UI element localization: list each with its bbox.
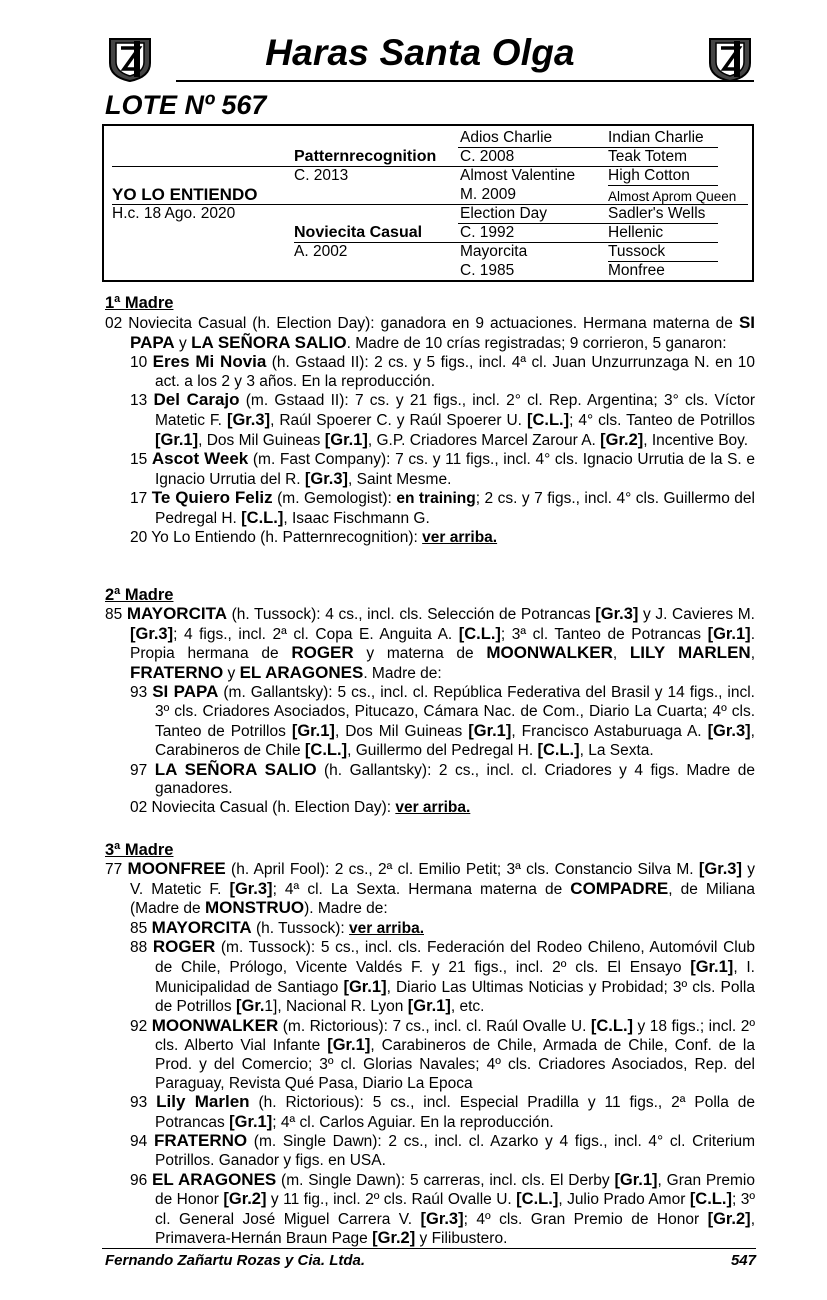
pedigree-g5: Sadler's Wells [608,205,706,222]
produce-entry: 88 ROGER (m. Tussock): 5 cs., incl. cls. Federación del Rodeo Chileno, Automóvil Club de Chile, Prólogo, Vicente Valdés F. y 21 figs., incl. 2º cls. El Ensayo [Gr.1], I. Municipalidad de Santiago [Gr.1], Diario Las Ultimas Noticias y Probidad; 3º cls. Polla de Potrillos [Gr.1], Nacional R. Lyon [Gr.1], etc. [130,937,755,1016]
produce-entry: 93 Lily Marlen (h. Rictorious): 5 cs., incl. Especial Pradilla y 11 figs., 2ª Polla de Potrancas [Gr.1]; 4ª cl. Carlos Aguiar. En la reproducción. [130,1092,755,1131]
produce-entry: 85 MAYORCITA (h. Tussock): ver arriba. [130,917,424,937]
pedigree-subject: YO LO ENTIENDO [112,185,258,204]
produce-entry: 20 Yo Lo Entiendo (h. Patternrecognition): ver arriba. [130,528,498,546]
page-number: 547 [730,1252,756,1269]
produce-entry: 15 Ascot Week (m. Fast Company): 7 cs. y 11 figs., incl. 4° cls. Ignacio Urrutia de la S. e Ignacio Urrutia del R. [Gr.3], Saint Mesme. [130,449,755,488]
produce-entry: 92 MOONWALKER (m. Rictorious): 7 cs., incl. cl. Raúl Ovalle U. [C.L.] y 18 figs.; incl. 2º cls. Alberto Vial Infante [Gr.1], Carabineros de Chile, Armada de Chile, Conf. de la Prod. y del Comercio; 3º cl. Glorias Navales; 4º cls. Criadores Asociados, Rep. del Paraguay, Revista Qué Pasa, Diario La Epoca [130,1015,755,1092]
dam-paragraph: 77 MOONFREE (h. April Fool): 2 cs., 2ª cl. Emilio Petit; 3ª cls. Constancio Silva M. [Gr.3] y V. Matetic F. [Gr.3]; 4ª cl. La Sexta. Hermana materna de COMPADRE, de Miliana (Madre de MONSTRUO). Madre de: [105,859,756,918]
pedigree-g7: Tussock [608,243,666,260]
title-rule [176,80,754,82]
produce-entry: 10 Eres Mi Novia (h. Gstaad II): 2 cs. y 5 figs., incl. 4ª cl. Juan Unzurrunzaga N. en 10 act. a los 2 y 3 años. En la reproducción. [130,352,755,390]
pedigree-dd: Mayorcita [460,243,528,260]
section-heading-first-dam: 1ª Madre [105,294,174,312]
third-dam-block [105,860,755,1249]
pedigree-ds-info: C. 1992 [460,224,515,241]
haras-logo-left [106,33,154,83]
pedigree-sd-info: M. 2009 [460,186,517,203]
produce-entry: 13 Del Carajo (m. Gstaad II): 7 cs. y 21 figs., incl. 2° cl. Rep. Argentina; 3° cls. Víctor Matetic F. [Gr.3], Raúl Spoerer C. y Raúl Spoerer U. [C.L.]; 4° cls. Tanteo de Potrillos [Gr.1], Dos Mil Guineas [Gr.1], G.P. Criadores Marcel Zarour A. [Gr.2], Incentive Boy. [130,390,755,449]
page-title: Haras Santa Olga [265,32,575,73]
first-dam-block [105,314,755,547]
pedigree-g6: Hellenic [608,224,664,241]
footer-company: Fernando Zañartu Rozas y Cia. Ltda. [105,1252,366,1269]
produce-entry: 17 Te Quiero Feliz (m. Gemologist): en training; 2 cs. y 7 figs., incl. 4° cls. Guillermo del Pedregal H. [C.L.], Isaac Fischmann G. [130,488,755,527]
dam-paragraph: 02 Noviecita Casual (h. Election Day): ganadora en 9 actuaciones. Hermana materna de SI PAPA y LA SEÑORA SALIO. Madre de 10 crías registradas; 9 corrieron, 5 ganaron: [105,313,755,352]
dam-paragraph: 85 MAYORCITA (h. Tussock): 4 cs., incl. cls. Selección de Potrancas [Gr.3] y J. Cavieres M. [Gr.3]; 4 figs., incl. 2ª cl. Copa E. Anguita A. [C.L.]; 3ª cl. Tanteo de Potrancas [Gr.1]. Propia hermana de ROGER y materna de MOONWALKER, LILY MARLEN, FRATERNO y EL ARAGONES. Madre de: [105,604,755,682]
pedigree-ds: Election Day [460,205,548,222]
produce-entry: 94 FRATERNO (m. Single Dawn): 2 cs., incl. cl. Azarko y 4 figs., incl. 4° cl. Criterium Potrillos. Ganador y figs. en USA. [130,1131,755,1169]
pedigree-ss-info: C. 2008 [460,148,515,165]
haras-logo-right [706,33,754,83]
produce-entry: 02 Noviecita Casual (h. Election Day): ver arriba. [130,798,471,816]
pedigree-g8: Monfree [608,262,665,279]
pedigree-dam-info: A. 2002 [294,243,348,260]
pedigree-ss: Adios Charlie [460,129,553,146]
pedigree-dam: Noviecita Casual [294,224,423,241]
pedigree-subject-info: H.c. 18 Ago. 2020 [112,205,236,222]
pedigree-sd: Almost Valentine [460,167,576,184]
pedigree-g2: Teak Totem [608,148,687,165]
pedigree-sire-info: C. 2013 [294,167,349,184]
lot-number: LOTE Nº 567 [105,90,267,120]
section-heading-second-dam: 2ª Madre [105,586,174,604]
pedigree-g4: Almost Aprom Queen [608,189,737,204]
produce-entry: 96 EL ARAGONES (m. Single Dawn): 5 carreras, incl. cls. El Derby [Gr.1], Gran Premio de Honor [Gr.2] y 11 fig., incl. 2º cls. Raúl Ovalle U. [C.L.], Julio Prado Amor [C.L.]; 3º cl. General José Miguel Carrera V. [Gr.3]; 4º cls. Gran Premio de Honor [Gr.2], Primavera-Hernán Braun Page [Gr.2] y Filibustero. [130,1169,756,1248]
pedigree-g3: High Cotton [608,167,690,184]
second-dam-block [105,605,755,818]
pedigree-dd-info: C. 1985 [460,262,515,279]
pedigree-sire: Patternrecognition [294,148,437,165]
footer-rule [102,1248,756,1249]
produce-entry: 97 LA SEÑORA SALIO (h. Gallantsky): 2 cs., incl. cl. Criadores y 4 figs. Madre de ganadores. [130,759,755,798]
section-heading-third-dam: 3ª Madre [105,841,174,859]
pedigree-table [102,124,754,282]
pedigree-g1: Indian Charlie [608,129,704,146]
produce-entry: 93 SI PAPA (m. Gallantsky): 5 cs., incl. cl. República Federativa del Brasil y 14 figs., incl. 3º cls. Criadores Asociados, Pitucazo, Cámara Nac. de Com., Diario La Cuarta; 4º cls. Tanteo de Potrillos [Gr.1], Dos Mil Guineas [Gr.1], Francisco Astaburuaga A. [Gr.3], Carabineros de Chile [C.L.], Guillermo del Pedregal H. [C.L.], La Sexta. [130,682,755,760]
